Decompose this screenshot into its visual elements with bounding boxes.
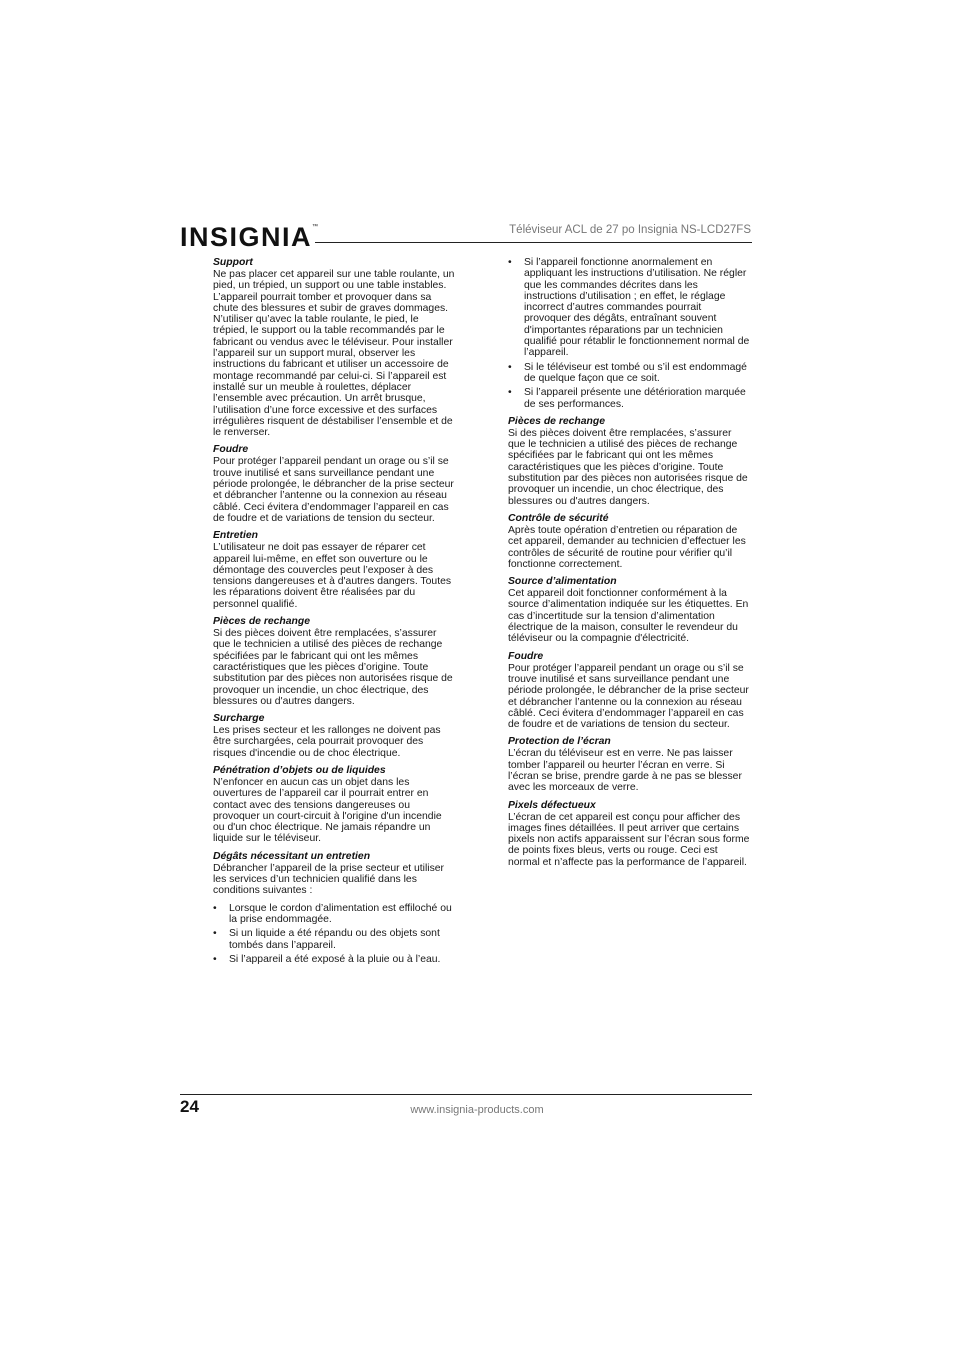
section-entretien <box>213 530 455 610</box>
page-number: 24 <box>180 1097 199 1116</box>
section-support <box>213 257 455 438</box>
section-degats-entretien <box>213 851 455 897</box>
footer-divider <box>180 1094 752 1095</box>
section-heading: Pièces de rechange <box>213 616 311 628</box>
section-text: Après toute opération d’entretien ou réparation de cet appareil, demander au technicien d’effectuer les contrôles de sécurité de routine pour vérifier qu’il fonctionne correctement. <box>508 524 746 570</box>
section-pixels-defectueux <box>508 800 750 868</box>
section-text: Pour protéger l’appareil pendant un orage ou s’il se trouve inutilisé et sans surveillance pendant une période prolongée, le débrancher de la prise secteur et débrancher l’antenne ou la connexion au réseau câblé. Ceci évitera d’endommager l’appareil en cas de foudre et de variations de tension du secteur. <box>213 456 454 524</box>
list-item <box>508 362 750 385</box>
section-heading: Pièces de rechange <box>508 415 606 427</box>
footer-url: www.insignia-products.com <box>410 1104 544 1116</box>
section-text: Ne pas placer cet appareil sur une table roulante, un pied, un trépied, un support ou une table instables. L’appareil pourrait tomber et provoquer dans sa chute des blessures et subir de graves dommages. N’utiliser qu’avec la table roulante, le pied, le trépied, le support ou la table recommandés par le fabricant ou vendus avec le téléviseur. Pour installer l’appareil sur un support mural, observer les instructions du fabricant et utiliser un accessoire de montage recommandé par celui-ci. Si l’appareil est installé sur un meuble à roulettes, déplacer l’ensemble avec précaution. Un arrêt brusque, l’utilisation d’une force excessive et des surfaces irrégulières risquent de déstabiliser l’ensemble et de le renverser. <box>213 269 455 439</box>
document-title: Téléviseur ACL de 27 po Insignia NS-LCD27FS <box>509 224 751 236</box>
section-surcharge <box>213 713 455 759</box>
list-item <box>213 954 455 965</box>
section-penetration-objets <box>213 765 455 845</box>
section-text: L’utilisateur ne doit pas essayer de réparer cet appareil lui-même, en effet son ouverture ou le démontage des couvercles peut l’exposer à des tensions dangereuses et à d'autres dangers. Toutes les réparations doivent être réalisées par du personnel qualifié. <box>213 542 452 610</box>
list-item <box>213 928 455 951</box>
section-heading: Support <box>213 257 253 268</box>
insignia-logo <box>180 222 318 253</box>
section-text: Si des pièces doivent être remplacées, s’assurer que le technicien a utilisé des pièces de rechange spécifiées par le fabricant qui ont les mêmes caractéristiques que les pièces d’origine. Toute substitution par des pièces non autorisées risque de provoquer un incendie, un choc électrique, des blessures ou d'autres dangers. <box>508 427 748 507</box>
section-heading: Contrôle de sécurité <box>508 512 609 524</box>
list-item-text: Si le téléviseur est tombé ou s’il est endommagé de quelque façon que ce soit. <box>524 361 747 384</box>
list-item-text: Si l’appareil a été exposé à la pluie ou à l’eau. <box>229 953 441 965</box>
section-heading: Entretien <box>213 530 259 542</box>
section-heading: Source d’alimentation <box>508 576 617 588</box>
left-column <box>213 257 455 968</box>
section-foudre <box>213 444 455 524</box>
section-source-alimentation <box>508 576 750 644</box>
section-text: Cet appareil doit fonctionner conformément à la source d’alimentation indiquée sur les étiquettes. En cas d’incertitude sur la tension d’alimentation électrique de la maison, consulter le revendeur du téléviseur ou la compagnie d'électricité. <box>508 588 749 645</box>
right-column <box>508 257 750 874</box>
header-divider <box>315 242 752 243</box>
bullet-icon: • <box>213 953 217 965</box>
list-item-text: Si l’appareil présente une détérioration marquée de ses performances. <box>524 387 746 410</box>
section-text: L’écran du téléviseur est en verre. Ne pas laisser tomber l’appareil ou heurter l’écran en verre. Si l’écran se brise, prendre garde à ne pas se blesser avec les morceaux de verre. <box>508 748 742 794</box>
section-protection-ecran <box>508 736 750 793</box>
list-item <box>508 387 750 410</box>
list-item <box>508 257 750 359</box>
list-item <box>213 903 455 926</box>
bullet-icon: • <box>213 928 217 940</box>
section-pieces-de-rechange <box>213 616 455 707</box>
section-heading: Surcharge <box>213 713 265 725</box>
section-text: Si des pièces doivent être remplacées, s’assurer que le technicien a utilisé des pièces de rechange spécifiées par le fabricant qui ont les mêmes caractéristiques que les pièces d’origine. Toute substitution par des pièces non autorisées risque de provoquer un incendie, un choc électrique, des blessures ou d'autres dangers. <box>213 628 453 707</box>
logo-text: INSIGNIA <box>180 222 313 252</box>
bullet-icon: • <box>508 257 512 268</box>
conditions-list-continued <box>508 257 750 410</box>
section-heading: Foudre <box>213 444 249 456</box>
section-text: Débrancher l’appareil de la prise secteur et utiliser les services d’un technicien qualifié dans les conditions suivantes : <box>213 862 445 897</box>
section-heading: Protection de l’écran <box>508 736 611 748</box>
bullet-icon: • <box>213 902 217 914</box>
section-pieces-de-rechange <box>508 416 750 507</box>
section-heading: Pixels défectueux <box>508 799 596 811</box>
list-item-text: Si l’appareil fonctionne anormalement en appliquant les instructions d’utilisation. Ne régler que les commandes décrites dans les instructions d’utilisation ; en effet, le réglage incorrect d’autres commandes pourrait provoquer des dégâts, entraînant souvent d'importantes réparations par un technicien qualifié pour rétablir le fonctionnement normal de l’appareil. <box>524 257 750 359</box>
conditions-list <box>213 903 455 965</box>
section-text: Les prises secteur et les rallonges ne doivent pas être surchargées, cela pourrait provoquer des risques d'incendie ou de choc électrique. <box>213 725 441 759</box>
section-heading: Dégâts nécessitant un entretien <box>213 850 371 862</box>
list-item-text: Lorsque le cordon d’alimentation est effiloché ou la prise endommagée. <box>229 902 452 925</box>
section-heading: Foudre <box>508 650 544 662</box>
section-foudre <box>508 651 750 731</box>
section-heading: Pénétration d’objets ou de liquides <box>213 764 386 776</box>
list-item-text: Si un liquide a été répandu ou des objets sont tombés dans l’appareil. <box>229 928 440 951</box>
bullet-icon: • <box>508 387 512 399</box>
section-text: N’enfoncer en aucun cas un objet dans les ouvertures de l’appareil car il pourrait entrer en contact avec des tensions dangereuses ou provoquer un court-circuit à l'origine d'un incendie ou d'un choc électrique. Ne jamais répandre un liquide sur le téléviseur. <box>213 776 442 845</box>
section-controle-securite <box>508 513 750 570</box>
logo-trademark: ™ <box>312 224 319 230</box>
section-text: L’écran de cet appareil est conçu pour afficher des images fines détaillées. Il peut arriver que certains pixels non actifs apparaissent sur l’écran sous forme de points fixes bleus, verts ou rouge. Ceci est normal et n’affecte pas la performance de l’appareil. <box>508 811 750 868</box>
bullet-icon: • <box>508 361 512 373</box>
section-text: Pour protéger l’appareil pendant un orage ou s’il se trouve inutilisé et sans surveillance pendant une période prolongée, le débrancher de la prise secteur et débrancher l’antenne ou la connexion au réseau câblé. Ceci évitera d’endommager l’appareil en cas de foudre et de variations de tension du secteur. <box>508 662 749 731</box>
